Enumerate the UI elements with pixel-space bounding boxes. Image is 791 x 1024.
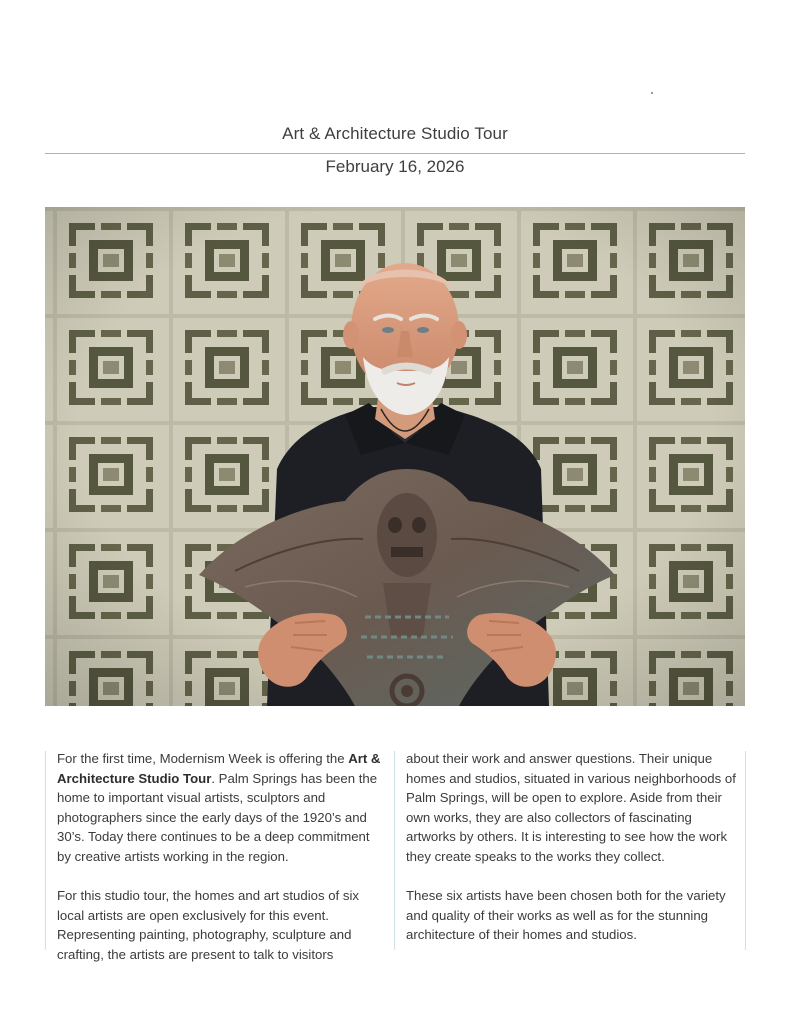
paragraph: These six artists have been chosen both for the variety and quality of their works as well as for the stunning architecture of their homes and studios. <box>406 888 726 943</box>
page-title: Art & Architecture Studio Tour <box>282 124 508 143</box>
scan-speck <box>651 92 653 94</box>
intro-text: For the first time, Modernism Week is offering the <box>57 751 349 766</box>
text-column-right <box>406 749 736 945</box>
text-column-left <box>57 749 387 965</box>
event-date: February 16, 2026 <box>325 157 465 176</box>
column-rule-left <box>45 751 46 950</box>
column-rule-middle <box>394 751 395 950</box>
paragraph <box>57 749 387 867</box>
title-divider <box>45 153 745 154</box>
tour-name: Art & Architecture Studio Tour <box>57 751 381 786</box>
paragraph: about their work and answer questions. Their unique homes and studios, situated in various neighborhoods of Palm Springs, will be open to explore. Aside from their own works, they are also collectors of fascinating artworks by others. It is interesting to see how the work they create speaks to the works they collect. <box>406 751 736 864</box>
paragraph: For this studio tour, the homes and art studios of six local artists are open exclusively for this event. Representing painting, photography, sculpture and crafting, the artists are present to talk to visitors <box>57 888 359 962</box>
intro-text-continued: . Palm Springs has been the home to important visual artists, sculptors and photographers since the early days of the 1920’s and 30’s. Today there continues to be a deep commitment by creative artists working in the region. <box>57 770 378 864</box>
artist-photo <box>45 207 745 706</box>
column-rule-right <box>745 751 746 950</box>
